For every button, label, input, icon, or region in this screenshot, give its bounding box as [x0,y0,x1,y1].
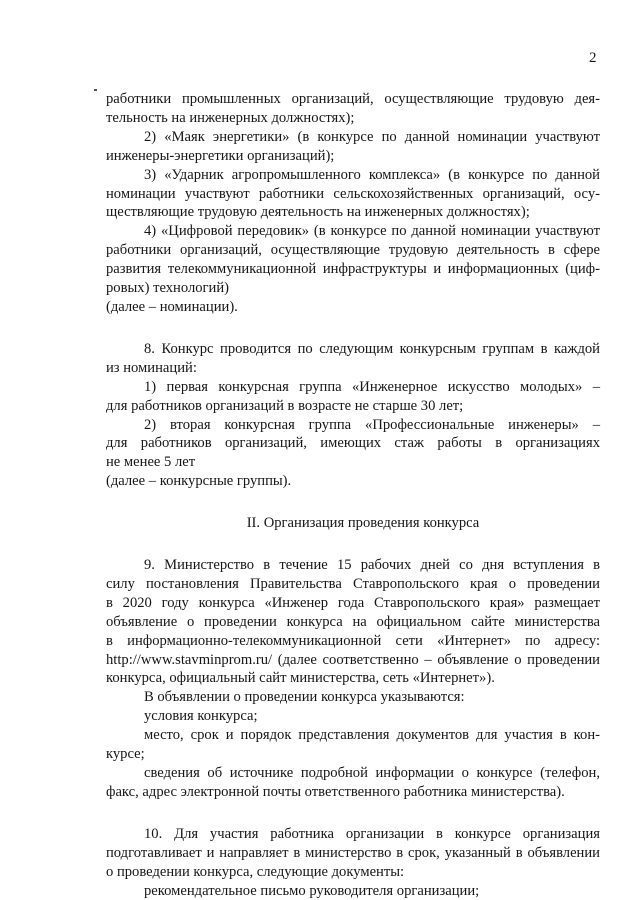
text-line: подготавливает и направляет в министерство в срок, указанный в объявлении [106,844,600,861]
text-line: силу постановления Правительства Ставропольского края о проведении [106,575,600,592]
text-line: из номинаций: [106,359,197,376]
text-line: 2) «Маяк энергетики» (в конкурсе по данной номинации участвуют [144,128,600,145]
text-line: работники промышленных организаций, осуществляющие трудовую дея- [106,91,600,107]
text-line: В объявлении о проведении конкурса указываются: [144,689,465,706]
text-line: тельность на инженерных должностях); [106,109,355,126]
text-line: курсе; [106,746,145,763]
text-line: развития телекоммуникационной инфраструктуры и информационных (циф- [106,261,600,278]
text-line: условия конкурса; [144,708,258,725]
text-line: в 2020 году конкурса «Инженер года Ставропольского края» размещает [106,594,600,611]
text-line: объявление о проведении конкурса на официальном сайте министерства [106,613,600,630]
body-text [106,90,600,900]
scan-speck [94,89,97,91]
text-line: в информационно-телекоммуникационной сети «Интернет» по адресу: [106,632,600,649]
text-line: номинации участвуют работники сельскохозяйственных организаций, осу- [106,185,600,202]
text-line: для работников организаций, имеющих стаж работы в организациях [106,435,600,452]
text-line: конкурса, официальный сайт министерства, сеть «Интернет»). [106,670,495,687]
text-line: 4) «Цифровой передовик» (в конкурсе по данной номинации участвуют [144,223,600,240]
text-line: сведения об источнике подробной информации о конкурсе (телефон, [144,765,600,781]
text-line: 9. Министерство в течение 15 рабочих дней со дня вступления в [144,557,600,574]
text-line: 10. Для участия работника организации в конкурсе организация [144,825,600,842]
text-line: 8. Конкурс проводится по следующим конкурсным группам в каждой [144,340,600,357]
text-line: работники организаций, осуществляющие трудовую деятельность в сфере [106,242,600,259]
text-line: факс, адрес электронной почты ответственного работника министерства). [106,783,565,800]
page-number: 2 [589,50,597,66]
text-line: для работников организаций в возрасте не старше 30 лет; [106,397,464,414]
text-line: не менее 5 лет [106,454,196,471]
section-heading: II. Организация проведения конкурса [246,515,480,532]
text-line: 2) вторая конкурсная группа «Профессиональные инженеры» – [144,416,600,433]
text-line: рекомендательное письмо руководителя организации; [144,882,480,899]
text-line: о проведении конкурса, следующие документы: [106,863,405,880]
text-line: (далее – конкурсные группы). [106,473,292,490]
text-line: инженеры-энергетики организаций); [106,147,335,164]
text-line: ровых) технологий) [106,280,230,297]
text-line: место, срок и порядок представления документов для участия в кон- [144,727,600,744]
text-line: 3) «Ударник агропромышленного комплекса» (в конкурсе по данной [144,166,600,183]
text-line: http://www.stavminprom.ru/ (далее соответственно – объявление о проведении [106,651,600,668]
text-line: (далее – номинации). [106,298,238,315]
text-line: ществляющие трудовую деятельность на инженерных должностях); [106,204,530,221]
text-line: 1) первая конкурсная группа «Инженерное искусство молодых» – [144,378,600,395]
